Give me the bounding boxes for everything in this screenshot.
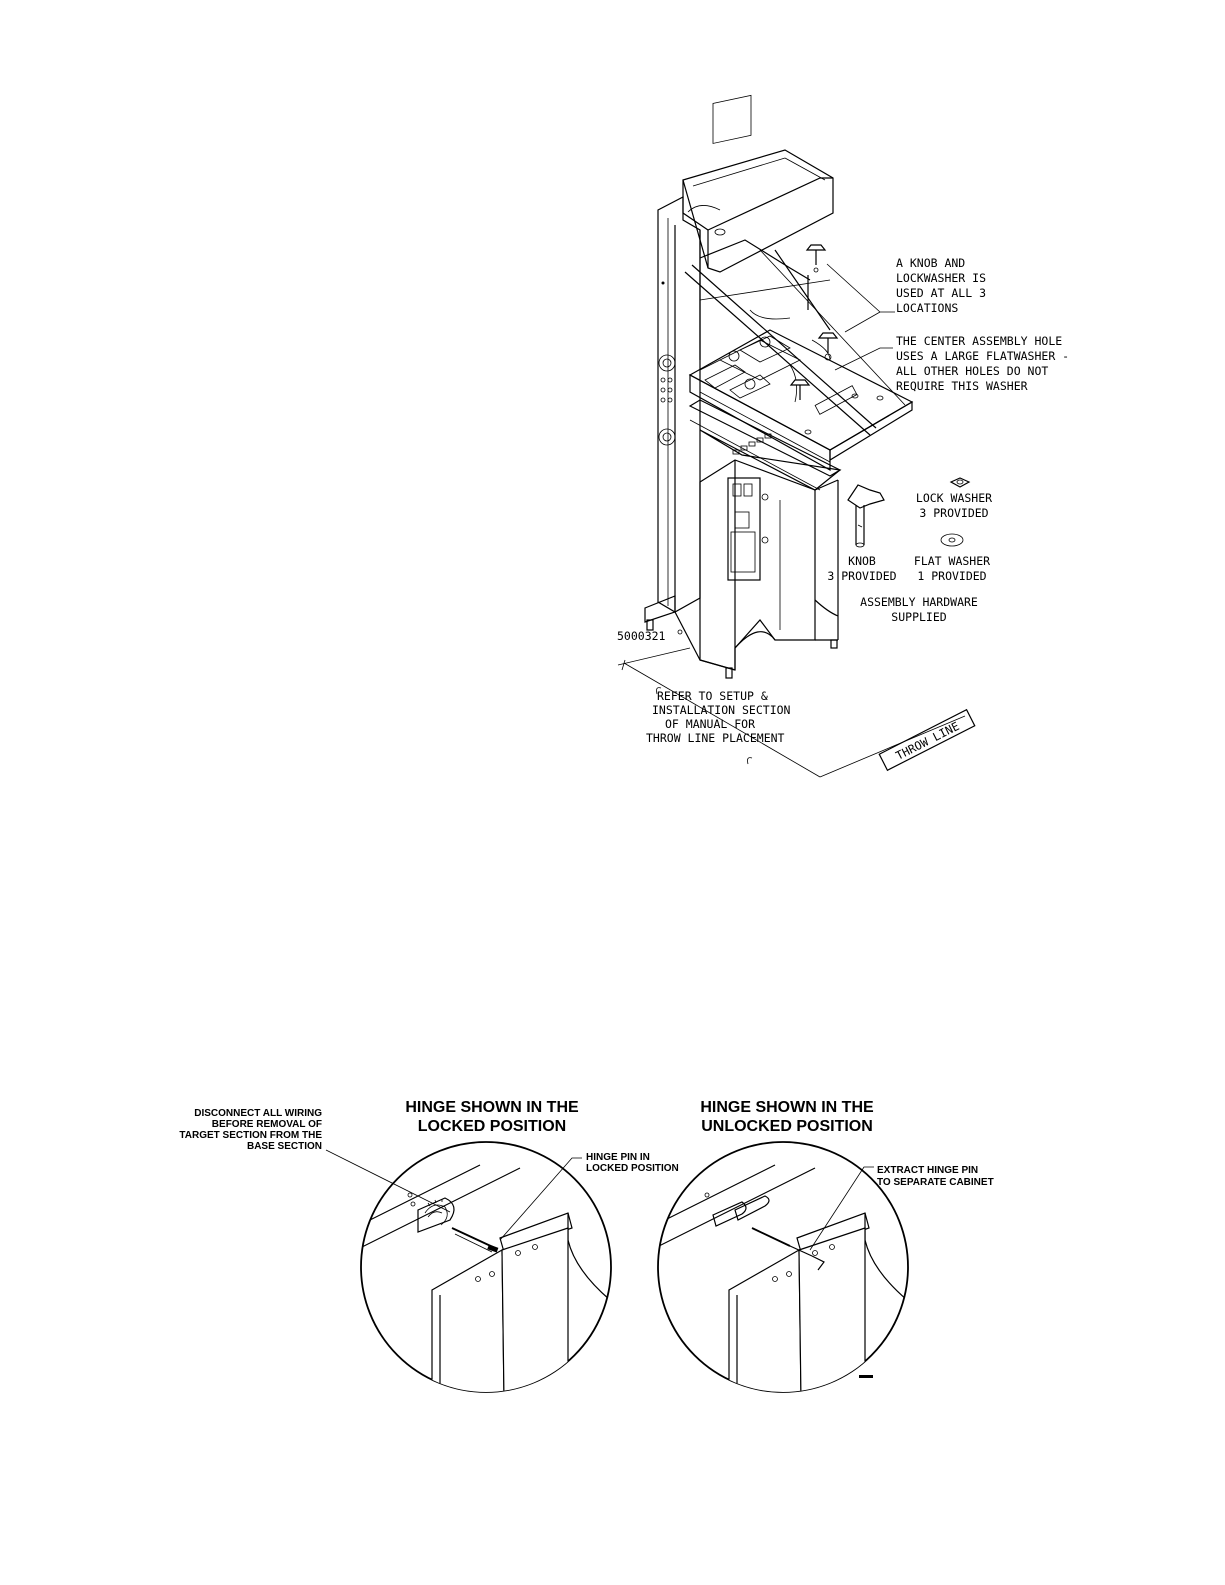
coin-door <box>728 478 768 580</box>
svg-text:TO SEPARATE CABINET: TO SEPARATE CABINET <box>877 1177 994 1188</box>
svg-text:USES A LARGE FLATWASHER -: USES A LARGE FLATWASHER - <box>896 349 1070 363</box>
svg-text:THROW LINE PLACEMENT: THROW LINE PLACEMENT <box>646 731 785 745</box>
svg-text:USED AT ALL 3: USED AT ALL 3 <box>896 286 987 300</box>
drawing-number: 5000321 <box>617 629 666 643</box>
svg-text:ALL OTHER HOLES DO NOT: ALL OTHER HOLES DO NOT <box>896 364 1049 378</box>
svg-text:ASSEMBLY HARDWARE: ASSEMBLY HARDWARE <box>860 595 978 609</box>
svg-text:REQUIRE THIS WASHER: REQUIRE THIS WASHER <box>896 379 1028 393</box>
disconnect-note <box>179 1108 322 1152</box>
svg-text:LOCKWASHER IS: LOCKWASHER IS <box>896 271 987 285</box>
svg-text:BEFORE REMOVAL OF: BEFORE REMOVAL OF <box>211 1119 322 1130</box>
svg-text:THE CENTER ASSEMBLY HOLE: THE CENTER ASSEMBLY HOLE <box>896 334 1063 348</box>
wiring-harness-icon <box>425 1199 447 1225</box>
svg-text:LOCKED POSITION: LOCKED POSITION <box>586 1163 679 1174</box>
svg-text:REFER TO SETUP &: REFER TO SETUP & <box>657 689 768 703</box>
svg-text:INSTALLATION SECTION: INSTALLATION SECTION <box>652 703 791 717</box>
svg-text:FLAT WASHER: FLAT WASHER <box>913 554 991 568</box>
center-hole-callout <box>896 334 1069 393</box>
flat-washer-icon <box>941 534 963 546</box>
cabinet-drawing <box>617 95 912 678</box>
svg-text:TARGET SECTION FROM THE: TARGET SECTION FROM THE <box>179 1130 322 1141</box>
svg-text:EXTRACT HINGE PIN: EXTRACT HINGE PIN <box>877 1165 979 1176</box>
svg-text:HINGE PIN IN: HINGE PIN IN <box>586 1152 650 1163</box>
svg-text:A KNOB AND: A KNOB AND <box>896 256 966 270</box>
svg-text:HINGE SHOWN IN THE: HINGE SHOWN IN THE <box>700 1099 874 1116</box>
svg-text:3 PROVIDED: 3 PROVIDED <box>919 506 989 520</box>
hardware-caption <box>860 595 978 624</box>
svg-text:KNOB: KNOB <box>848 554 876 568</box>
extract-pin-label <box>877 1165 994 1188</box>
svg-text:3 PROVIDED: 3 PROVIDED <box>827 569 897 583</box>
locked-title <box>405 1099 579 1135</box>
knob-hardware-icon <box>848 485 884 547</box>
svg-text:1 PROVIDED: 1 PROVIDED <box>917 569 987 583</box>
setup-note <box>646 689 791 745</box>
svg-text:LOCATIONS: LOCATIONS <box>896 301 959 315</box>
unlocked-title <box>700 1099 874 1135</box>
lock-washer-icon <box>951 478 969 487</box>
svg-text:BASE SECTION: BASE SECTION <box>246 1141 322 1152</box>
lock-washer-label <box>916 491 992 520</box>
throw-line-label: THROW LINE <box>893 718 962 763</box>
hinge-pin-locked-label <box>586 1152 679 1174</box>
svg-text:LOCKED POSITION: LOCKED POSITION <box>417 1118 567 1135</box>
svg-text:HINGE SHOWN IN THE: HINGE SHOWN IN THE <box>405 1099 579 1116</box>
svg-text:SUPPLIED: SUPPLIED <box>891 610 947 624</box>
knob-lockwasher-callout <box>896 256 986 315</box>
svg-text:LOCK WASHER: LOCK WASHER <box>915 491 993 505</box>
locked-hinge-detail <box>326 1142 611 1420</box>
svg-text:OF MANUAL FOR: OF MANUAL FOR <box>665 717 756 731</box>
unlocked-hinge-detail <box>655 1142 908 1420</box>
svg-text:UNLOCKED POSITION: UNLOCKED POSITION <box>701 1118 873 1135</box>
svg-text:DISCONNECT ALL WIRING: DISCONNECT ALL WIRING <box>194 1108 322 1119</box>
knob-icon <box>791 245 837 400</box>
flat-washer-label <box>914 554 990 583</box>
